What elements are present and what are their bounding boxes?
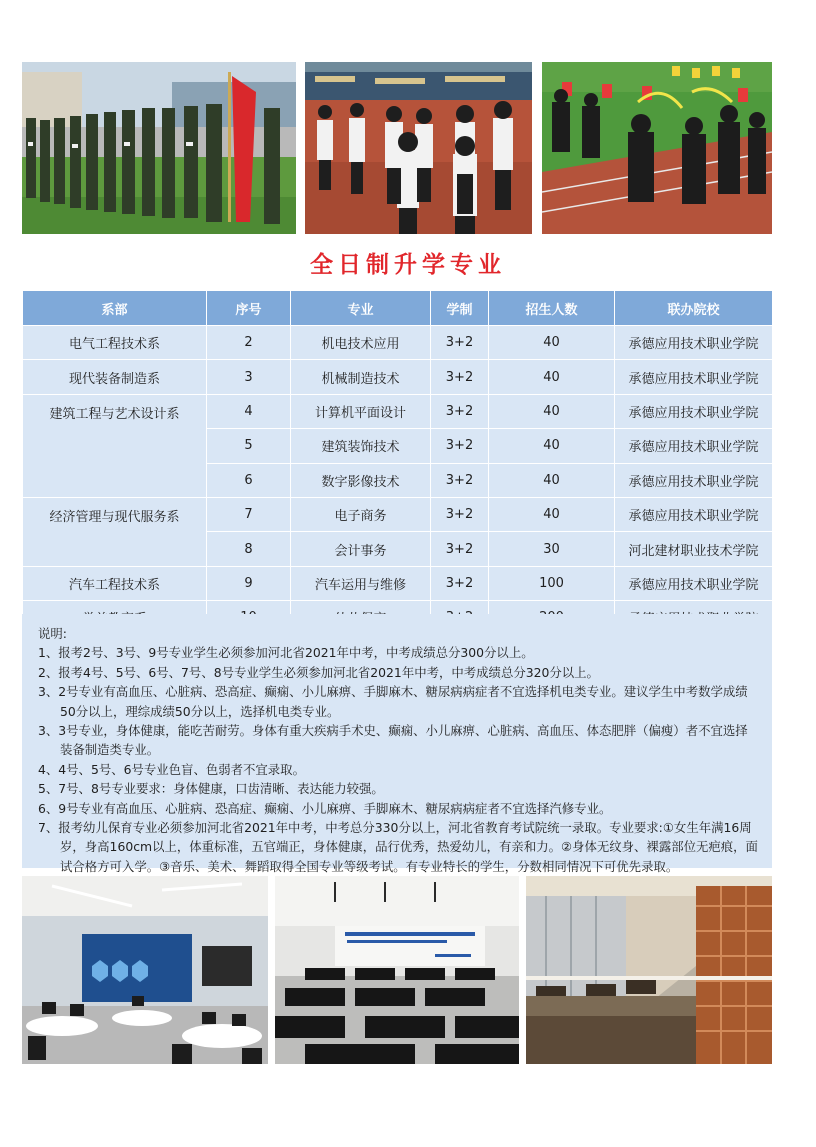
note-item: 6、9号专业有高血压、心脏病、恐高症、癫痫、小儿麻痹、手脚麻木、糖尿病病症者不宜选择汽修专业。 bbox=[38, 800, 612, 816]
note-item: 3、3号专业，身体健康，能吃苦耐劳。身体有重大疾病手术史、癫痫、小儿麻痹、心脏病、高血压、体态肥胖（偏瘦）者不宜选择装备制造类专业。 bbox=[38, 723, 748, 758]
partner-cell: 承德应用技术职业学院 bbox=[615, 566, 773, 600]
major-cell: 汽车运用与维修 bbox=[291, 566, 431, 600]
department-cell: 电气工程技术系 bbox=[23, 326, 207, 360]
department-cell: 现代装备制造系 bbox=[23, 360, 207, 394]
table-row bbox=[23, 394, 773, 428]
table-row bbox=[23, 326, 773, 360]
partner-cell: 承德应用技术职业学院 bbox=[615, 394, 773, 428]
duration-cell: 3+2 bbox=[431, 532, 489, 566]
note-item: 2、报考4号、5号、6号、7号、8号专业学生必须参加河北省2021年中考，中考成绩总分320分以上。 bbox=[38, 664, 599, 680]
major-cell: 机械制造技术 bbox=[291, 360, 431, 394]
table-row bbox=[23, 497, 773, 531]
admission-notes bbox=[22, 614, 772, 874]
partner-cell: 承德应用技术职业学院 bbox=[615, 360, 773, 394]
department-cell: 建筑工程与艺术设计系 bbox=[23, 394, 207, 497]
marching-band-photo bbox=[305, 62, 532, 234]
note-item: 1、报考2号、3号、9号专业学生必须参加河北省2021年中考，中考成绩总分300分以上。 bbox=[38, 645, 534, 661]
note-item: 7、报考幼儿保育专业必须参加河北省2021年中考，中考总分330分以上，河北省教育考试院统一录取。专业要求:①女生年满16周岁，身高160cm以上，体重标准，五官端正，身体健康，品行优秀，热爱幼儿，有亲和力。②身体无纹身、裸露部位无疤痕，面试合格方可入学。③音乐、美术、舞蹈取得全国专业等级考试。有专业特长的学生，分数相同情况下可优先录取。 bbox=[38, 820, 758, 874]
number-cell: 7 bbox=[207, 497, 291, 531]
major-cell: 计算机平面设计 bbox=[291, 394, 431, 428]
partner-cell: 河北建材职业技术学院 bbox=[615, 532, 773, 566]
number-cell: 2 bbox=[207, 326, 291, 360]
duration-cell: 3+2 bbox=[431, 429, 489, 463]
enrollment-cell: 40 bbox=[489, 429, 615, 463]
header-duration: 学制 bbox=[431, 291, 489, 326]
enrollment-cell: 30 bbox=[489, 532, 615, 566]
page-title: 全日制升学专业 bbox=[310, 252, 506, 278]
enrollment-cell: 40 bbox=[489, 394, 615, 428]
major-cell: 会计事务 bbox=[291, 532, 431, 566]
piano-room-photo bbox=[275, 876, 519, 1064]
note-item: 4、4号、5号、6号专业色盲、色弱者不宜录取。 bbox=[38, 761, 305, 777]
enrollment-cell: 40 bbox=[489, 463, 615, 497]
table-header-row bbox=[23, 291, 773, 326]
duration-cell: 3+2 bbox=[431, 394, 489, 428]
header-major: 专业 bbox=[291, 291, 431, 326]
enrollment-cell: 40 bbox=[489, 326, 615, 360]
enrollment-cell: 40 bbox=[489, 360, 615, 394]
partner-cell: 承德应用技术职业学院 bbox=[615, 326, 773, 360]
table-row bbox=[23, 566, 773, 600]
roller-skating-photo bbox=[542, 62, 772, 234]
duration-cell: 3+2 bbox=[431, 326, 489, 360]
honor-guard-photo bbox=[22, 62, 296, 234]
duration-cell: 3+2 bbox=[431, 463, 489, 497]
table-row bbox=[23, 360, 773, 394]
header-department: 系部 bbox=[23, 291, 207, 326]
number-cell: 9 bbox=[207, 566, 291, 600]
number-cell: 4 bbox=[207, 394, 291, 428]
enrollment-cell: 40 bbox=[489, 497, 615, 531]
partner-cell: 承德应用技术职业学院 bbox=[615, 463, 773, 497]
department-cell: 汽车工程技术系 bbox=[23, 566, 207, 600]
duration-cell: 3+2 bbox=[431, 360, 489, 394]
duration-cell: 3+2 bbox=[431, 566, 489, 600]
major-cell: 机电技术应用 bbox=[291, 326, 431, 360]
header-partner-school: 联办院校 bbox=[615, 291, 773, 326]
number-cell: 3 bbox=[207, 360, 291, 394]
notes-heading: 说明: bbox=[38, 626, 67, 641]
major-cell: 电子商务 bbox=[291, 497, 431, 531]
department-cell: 经济管理与现代服务系 bbox=[23, 497, 207, 566]
enrollment-cell: 100 bbox=[489, 566, 615, 600]
number-cell: 6 bbox=[207, 463, 291, 497]
majors-table bbox=[22, 290, 772, 636]
note-item: 5、7号、8号专业要求：身体健康，口齿清晰、表达能力较强。 bbox=[38, 781, 384, 797]
computer-lab-photo bbox=[22, 876, 268, 1064]
header-enrollment: 招生人数 bbox=[489, 291, 615, 326]
major-cell: 数字影像技术 bbox=[291, 463, 431, 497]
note-item: 3、2号专业有高血压、心脏病、恐高症、癫痫、小儿麻痹、手脚麻木、糖尿病病症者不宜选择机电类专业。建议学生中考数学成绩50分以上，理综成绩50分以上，选择机电类专业。 bbox=[38, 684, 748, 719]
number-cell: 5 bbox=[207, 429, 291, 463]
partner-cell: 承德应用技术职业学院 bbox=[615, 497, 773, 531]
partner-cell: 承德应用技术职业学院 bbox=[615, 429, 773, 463]
duration-cell: 3+2 bbox=[431, 497, 489, 531]
number-cell: 8 bbox=[207, 532, 291, 566]
major-cell: 建筑装饰技术 bbox=[291, 429, 431, 463]
library-photo bbox=[526, 876, 772, 1064]
header-number: 序号 bbox=[207, 291, 291, 326]
